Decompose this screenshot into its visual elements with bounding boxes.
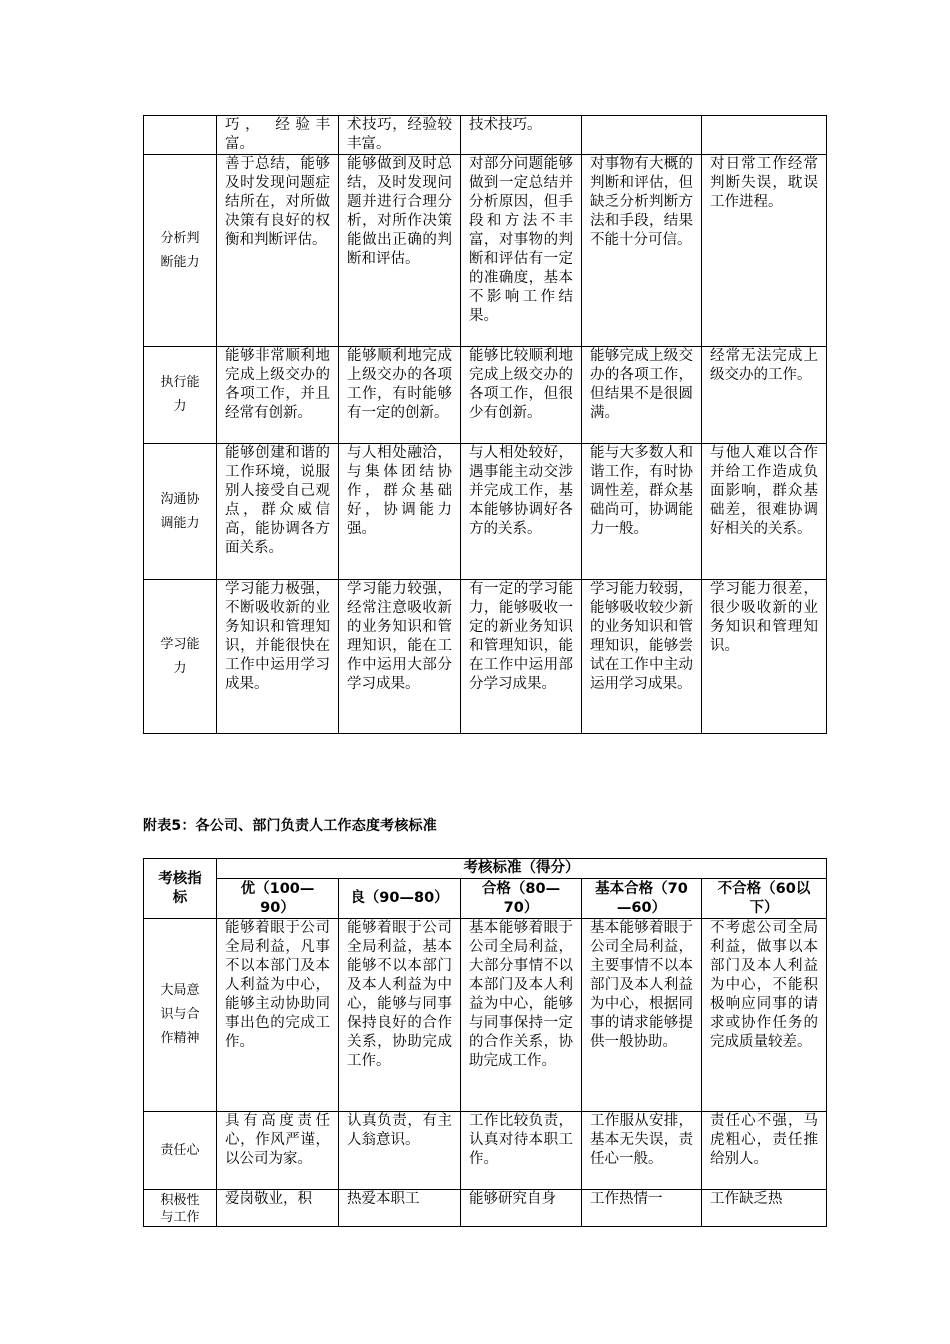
table-cell: 与他人难以合作并给工作造成负面影响，群众基础差，很难协调好相关的关系。 [702,444,827,580]
table-cell: 与人相处较好，遇事能主动交涉并完成工作，基本能够协调好各方的关系。 [461,444,582,580]
table-cell: 工作服从安排，基本无失误，责任心一般。 [582,1112,702,1190]
table-cell: 基本能够着眼于公司全局利益，主要事情不以本部门及本人利益为中心，根据同事的请求能够提供一般协助。 [582,919,702,1112]
table-cell: 学习能力很差，很少吸收新的业务知识和管理知识。 [702,580,827,734]
row-label [144,116,217,155]
table-cell: 工作比较负责，认真对待本职工作。 [461,1112,582,1190]
row-label: 沟通协调能力 [144,444,217,580]
table-cell: 能够完成上级交办的各项工作，但结果不是很圆满。 [582,347,702,444]
row-label: 责任心 [144,1112,217,1190]
table-cell: 有一定的学习能力，能够吸收一定的新业务知识和管理知识，能在工作中运用部分学习成果。 [461,580,582,734]
table-cell: 能够创建和谐的工作环境，说服别人接受自己观点，群众威信高，能协调各方面关系。 [217,444,339,580]
attitude-criteria-table [143,858,827,1227]
table-cell: 能够顺利地完成上级交办的各项工作，有时能够有一定的创新。 [339,347,461,444]
table-cell: 能够研究自身 [461,1190,582,1227]
table-cell: 基本能够着眼于公司全局利益，大部分事情不以本部门及本人利益为中心，能够与同事保持一定的合作关系，协助完成工作。 [461,919,582,1112]
table-cell: 术技巧，经验较丰富。 [339,116,461,155]
table-cell: 能够着眼于公司全局利益，凡事不以本部门及本人利益为中心，能够主动协助同事出色的完成工作。 [217,919,339,1112]
table-row [144,1190,827,1227]
header-indicator: 考核指标 [144,859,217,919]
row-label: 执行能力 [144,347,217,444]
grade-header: 合格（80—70） [461,879,582,919]
table-cell: 能够着眼于公司全局利益，基本能够不以本部门及本人利益为中心，能够与同事保持良好的合作关系，协助完成工作。 [339,919,461,1112]
grade-header: 基本合格（70—60） [582,879,702,919]
table-cell: 对日常工作经常判断失误，耽误工作进程。 [702,155,827,347]
table-cell: 工作热情一 [582,1190,702,1227]
grade-header-row [144,879,827,919]
table-cell [582,116,702,155]
criteria-table-continued [143,115,827,734]
table-cell: 能与大多数人和谐工作，有时协调性差，群众基础尚可，协调能力一般。 [582,444,702,580]
header-standard: 考核标准（得分） [217,859,827,879]
table-cell: 能够非常顺利地完成上级交办的各项工作，并且经常有创新。 [217,347,339,444]
grade-header: 不合格（60以下） [702,879,827,919]
header-row [144,859,827,879]
grade-header: 优（100—90） [217,879,339,919]
table-cell: 巧， 经验丰富。 [217,116,339,155]
table-row [144,155,827,347]
table-cell: 善于总结，能够及时发现问题症结所在，对所做决策有良好的权衡和判断评估。 [217,155,339,347]
grade-header: 良（90—80） [339,879,461,919]
row-label: 学习能力 [144,580,217,734]
row-label: 分析判断能力 [144,155,217,347]
table-cell: 热爱本职工 [339,1190,461,1227]
table-cell: 不考虑公司全局利益，做事以本部门及本人利益为中心，不能积极响应同事的请求或协作任务的完成质量较差。 [702,919,827,1112]
table-cell: 技术技巧。 [461,116,582,155]
table-cell: 学习能力较弱，能够吸收较少新的业务知识和管理知识，能够尝试在工作中主动运用学习成果。 [582,580,702,734]
table-row [144,1112,827,1190]
table-cell: 学习能力较强，经常注意吸收新的业务知识和管理知识，能在工作中运用大部分学习成果。 [339,580,461,734]
table-row [144,444,827,580]
table-cell: 责任心不强，马虎粗心，责任推给别人。 [702,1112,827,1190]
table-row [144,919,827,1112]
table-cell: 认真负责，有主人翁意识。 [339,1112,461,1190]
table-caption: 附表5：各公司、部门负责人工作态度考核标准 [143,818,437,834]
table-cell: 工作缺乏热 [702,1190,827,1227]
table-row [144,116,827,155]
table-cell: 能够比较顺利地完成上级交办的各项工作，但很少有创新。 [461,347,582,444]
table-cell [702,116,827,155]
table-cell: 经常无法完成上级交办的工作。 [702,347,827,444]
table-row [144,580,827,734]
row-label: 积极性与工作 [144,1190,217,1227]
table-cell: 具有高度责任心，作风严谨，以公司为家。 [217,1112,339,1190]
table-cell: 与人相处融洽，与集体团结协作，群众基础好，协调能力强。 [339,444,461,580]
table-cell: 能够做到及时总结，及时发现问题并进行合理分析，对所作决策能做出正确的判断和评估。 [339,155,461,347]
table-cell: 爱岗敬业，积 [217,1190,339,1227]
row-label: 大局意识与合作精神 [144,919,217,1112]
table-row [144,347,827,444]
table-cell: 对部分问题能够做到一定总结并分析原因，但手段和方法不丰富，对事物的判断和评估有一定的准确度，基本不影响工作结果。 [461,155,582,347]
table-cell: 学习能力极强，不断吸收新的业务知识和管理知识，并能很快在工作中运用学习成果。 [217,580,339,734]
table-cell: 对事物有大概的判断和评估，但缺乏分析判断方法和手段，结果不能十分可信。 [582,155,702,347]
